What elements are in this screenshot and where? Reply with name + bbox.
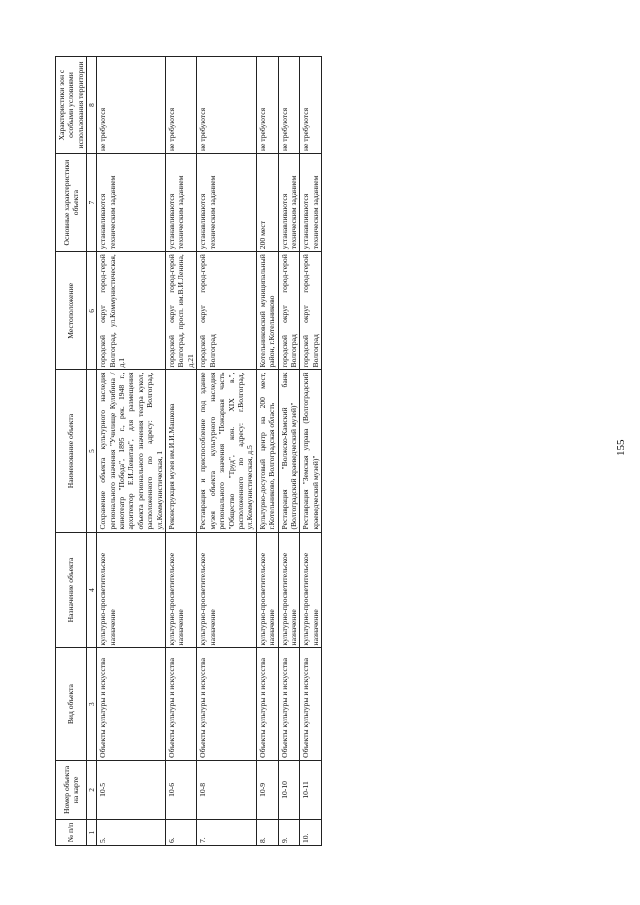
col-number: 4 bbox=[87, 532, 97, 648]
map-code: 10-10 bbox=[278, 760, 300, 819]
object-kind: Объекты культуры и искусства bbox=[197, 648, 256, 760]
col-number: 7 bbox=[87, 154, 97, 252]
row-number: 10. bbox=[300, 819, 322, 845]
table-row bbox=[197, 57, 256, 846]
object-name: Реставрация "Волжско-Камский банк (Волгоградский краеведческий музей)" bbox=[278, 370, 300, 532]
object-zones: не требуются bbox=[197, 57, 256, 154]
object-location: городской округ город-герой Волгоград, просп. им.В.И.Ленина, д.21 bbox=[166, 252, 197, 370]
object-location: городской округ город-герой Волгоград, ул.Коммунистическая, д.1 bbox=[97, 252, 166, 370]
object-characteristics: 200 мест bbox=[256, 154, 278, 252]
object-purpose: культурно-просветительское назначение bbox=[166, 532, 197, 648]
object-kind: Объекты культуры и искусства bbox=[97, 648, 166, 760]
object-name: Сохранение объекта культурного наследия регионального значения "Училище Кулибина /кинотеатр "Победа", 1895 г., рек. 1948 г., архитектор Е.И.Левитан", для размещения объекта регионального значения театра кукол, расположенного по адресу: Волгоград, ул.Коммунистическая, 1 bbox=[97, 370, 166, 532]
col-header-map-code: Номер объекта на карте bbox=[56, 760, 87, 819]
col-number: 1 bbox=[87, 819, 97, 845]
object-purpose: культурно-просветительское назначение bbox=[97, 532, 166, 648]
object-zones: не требуются bbox=[256, 57, 278, 154]
object-zones: не требуются bbox=[300, 57, 322, 154]
object-name: Реконструкция музея им.И.И.Машкова bbox=[166, 370, 197, 532]
row-number: 6. bbox=[166, 819, 197, 845]
col-header-zones: Характеристики зон с особыми условиями использования территории bbox=[56, 57, 87, 154]
object-zones: не требуются bbox=[97, 57, 166, 154]
object-name: Реставрация и приспособление под здание музея объекта культурного наследия регионального значения "Пожарная часть "Общество "Труд", кон. XIX в.", расположенного по адресу: г.Волгоград, ул.Коммунистическая, д.5 bbox=[197, 370, 256, 532]
map-code: 10-5 bbox=[97, 760, 166, 819]
map-code: 10-11 bbox=[300, 760, 322, 819]
object-purpose: культурно-просветительское назначение bbox=[197, 532, 256, 648]
object-characteristics: устанавливаются техническим заданием bbox=[197, 154, 256, 252]
rotated-page bbox=[55, 56, 627, 846]
object-name: Культурно-досуговый центр на 200 мест, г.Котельниково, Волгоградская область bbox=[256, 370, 278, 532]
row-number: 8. bbox=[256, 819, 278, 845]
object-characteristics: устанавливаются техническим заданием bbox=[300, 154, 322, 252]
map-code: 10-6 bbox=[166, 760, 197, 819]
col-header-characteristics: Основные характеристики объекта bbox=[56, 154, 87, 252]
object-zones: не требуются bbox=[166, 57, 197, 154]
object-name: Реставрация "Земская управа (Волгоградский краеведческий музей)" bbox=[300, 370, 322, 532]
object-characteristics: устанавливаются техническим заданием bbox=[166, 154, 197, 252]
header-row bbox=[56, 57, 87, 846]
object-purpose: культурно-просветительское назначение bbox=[278, 532, 300, 648]
col-header-number: № п/п bbox=[56, 819, 87, 845]
col-number: 5 bbox=[87, 370, 97, 532]
object-kind: Объекты культуры и искусства bbox=[256, 648, 278, 760]
col-header-kind: Вид объекта bbox=[56, 648, 87, 760]
table-row bbox=[278, 57, 300, 846]
column-number-row bbox=[87, 57, 97, 846]
table-row bbox=[256, 57, 278, 846]
object-kind: Объекты культуры и искусства bbox=[278, 648, 300, 760]
object-purpose: культурно-просветительское назначение bbox=[256, 532, 278, 648]
col-header-location: Местоположение bbox=[56, 252, 87, 370]
col-number: 3 bbox=[87, 648, 97, 760]
object-purpose: культурно-просветительское назначение bbox=[300, 532, 322, 648]
object-kind: Объекты культуры и искусства bbox=[300, 648, 322, 760]
col-number: 2 bbox=[87, 760, 97, 819]
object-location: городской округ город-герой Волгоград bbox=[197, 252, 256, 370]
object-kind: Объекты культуры и искусства bbox=[166, 648, 197, 760]
object-location: городской округ город-герой Волгоград bbox=[300, 252, 322, 370]
map-code: 10-8 bbox=[197, 760, 256, 819]
col-header-purpose: Назначение объекта bbox=[56, 532, 87, 648]
table-row bbox=[300, 57, 322, 846]
row-number: 7. bbox=[197, 819, 256, 845]
row-number: 9. bbox=[278, 819, 300, 845]
object-zones: не требуются bbox=[278, 57, 300, 154]
object-characteristics: устанавливаются техническим заданием bbox=[97, 154, 166, 252]
object-location: Котельниковский муниципальный район, г.Котельниково bbox=[256, 252, 278, 370]
col-header-name: Наименование объекта bbox=[56, 370, 87, 532]
objects-table bbox=[55, 56, 322, 846]
map-code: 10-9 bbox=[256, 760, 278, 819]
object-characteristics: устанавливаются техническим заданием bbox=[278, 154, 300, 252]
object-location: городской округ город-герой Волгоград bbox=[278, 252, 300, 370]
col-number: 8 bbox=[87, 57, 97, 154]
table-row bbox=[97, 57, 166, 846]
table-row bbox=[166, 57, 197, 846]
page-number: 155 bbox=[615, 439, 627, 456]
col-number: 6 bbox=[87, 252, 97, 370]
row-number: 5. bbox=[97, 819, 166, 845]
